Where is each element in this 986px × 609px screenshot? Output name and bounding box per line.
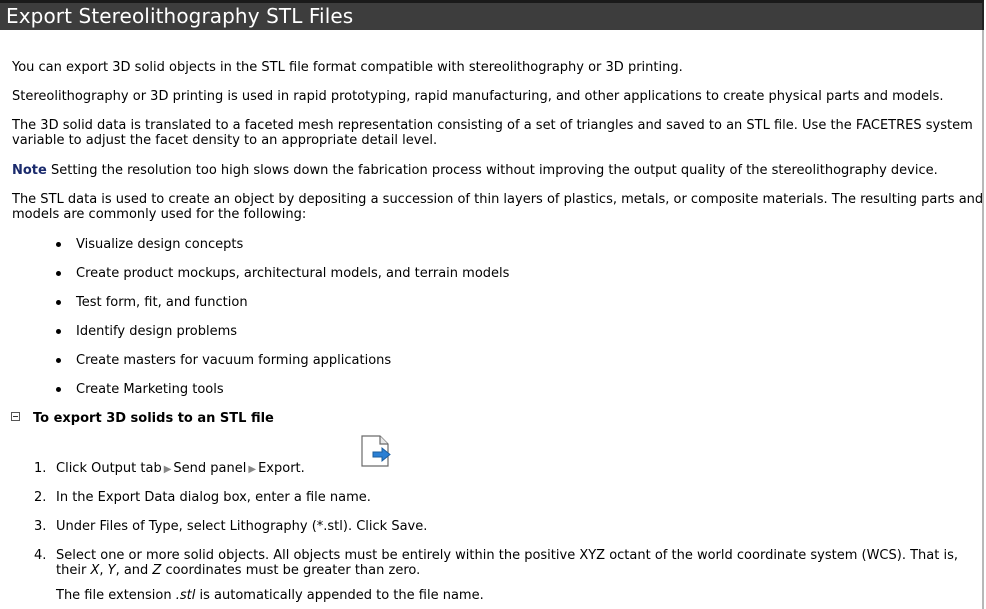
bullet-icon: [56, 271, 61, 276]
list-item: Create product mockups, architectural models, and terrain models: [76, 266, 509, 281]
bullet-icon: [56, 387, 61, 392]
list-item: Visualize design concepts: [76, 237, 243, 252]
export-document-arrow-icon: [360, 435, 392, 467]
list-item: Identify design problems: [76, 324, 237, 339]
bullet-icon: [56, 300, 61, 305]
bullet-icon: [56, 358, 61, 363]
breadcrumb-arrow-icon: ▶: [163, 464, 172, 475]
list-item: Create Marketing tools: [76, 382, 224, 397]
procedure-heading[interactable]: To export 3D solids to an STL file: [12, 411, 274, 427]
usage-paragraph: Stereolithography or 3D printing is used in rapid prototyping, rapid manufacturing, and other applications to create physical parts and models.: [12, 89, 944, 104]
note-paragraph: [12, 163, 938, 178]
bullet-icon: [56, 242, 61, 247]
right-border: [982, 30, 984, 609]
breadcrumb-arrow-icon: ▶: [248, 464, 257, 475]
note-text: Setting the resolution too high slows down the fabrication process without improving the output quality of the stereolithography device.: [46, 163, 938, 178]
bullet-icon: [56, 329, 61, 334]
list-item: Create masters for vacuum forming applications: [76, 353, 391, 368]
page-title: Export Stereolithography STL Files: [6, 4, 354, 28]
stl-data-paragraph: The STL data is used to create an object by depositing a succession of thin layers of plastics, metals, or composite materials. The resulting parts and models are commonly used for the following:: [12, 192, 984, 222]
list-item: Test form, fit, and function: [76, 295, 248, 310]
collapse-minus-icon[interactable]: [11, 412, 20, 421]
note-label: Note: [12, 163, 47, 178]
intro-paragraph: You can export 3D solid objects in the STL file format compatible with stereolithography or 3D printing.: [12, 60, 683, 75]
title-bar: [0, 0, 984, 30]
mesh-paragraph: The 3D solid data is translated to a faceted mesh representation consisting of a set of triangles and saved to an STL file. Use the FACETRES system variable to adjust the facet density to an appropriate detail level.: [12, 118, 973, 148]
